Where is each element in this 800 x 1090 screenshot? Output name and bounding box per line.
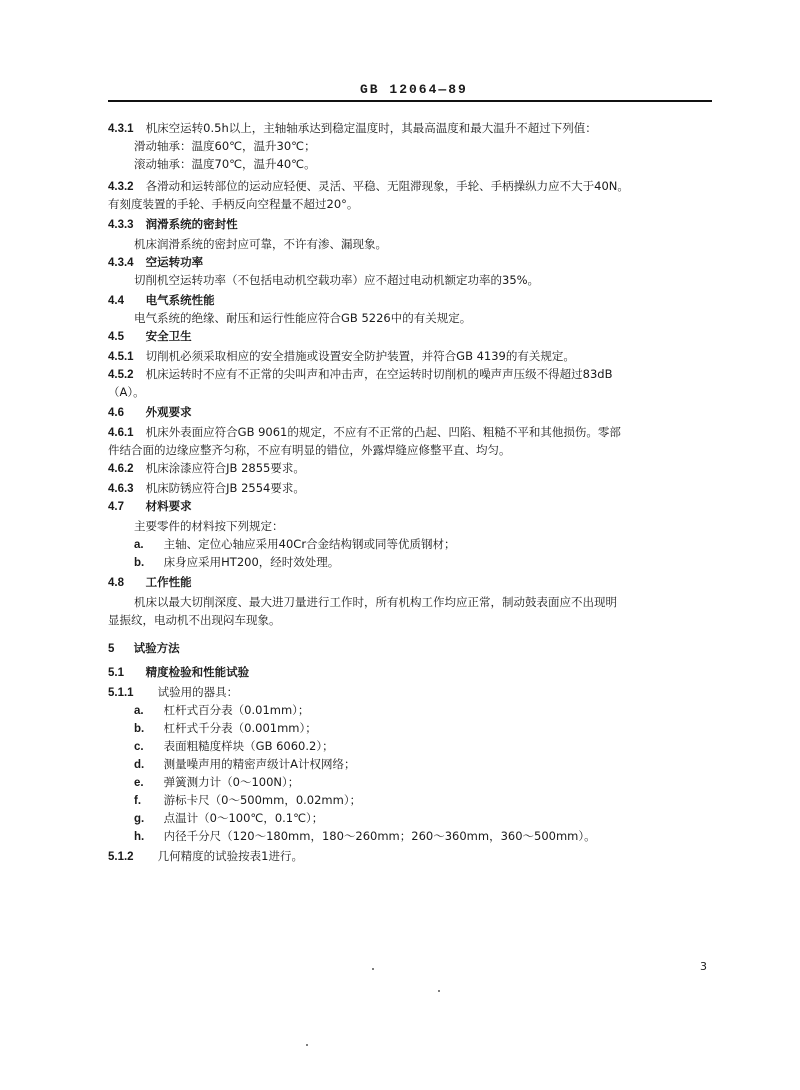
- section-number: 4.3.3: [108, 219, 134, 231]
- section-number: 4.5.2: [108, 369, 134, 381]
- section-heading: 精度检验和性能试验: [145, 665, 250, 679]
- list-marker: f.: [134, 795, 142, 807]
- section-number: 5.1: [108, 667, 124, 679]
- section-number: 4.6.3: [108, 483, 134, 495]
- list-text: 床身应采用HT200，经时效处理。: [163, 555, 340, 569]
- section-number: 5.1.1: [108, 687, 134, 699]
- section-number: 4.5.1: [108, 351, 134, 363]
- paragraph-line: 切削机空运转功率（不包括电动机空载功率）应不超过电动机额定功率的35%。: [134, 273, 540, 287]
- section-number: 5: [108, 643, 115, 655]
- section-4-3-4: [108, 254, 203, 271]
- section-4-5: [108, 328, 192, 345]
- list-text: 杠杆式百分表（0.01mm）；: [163, 703, 310, 717]
- section-text: 机床外表面应符合GB 9061的规定，不应有不正常的凸起、凹陷、粗糙不平和其他损伤。零部: [145, 425, 621, 439]
- standard-number: GB 12064—89: [360, 82, 468, 97]
- section-text: 机床运转时不应有不正常的尖叫声和冲击声，在空运转时切削机的噪声声压级不得超过83dB: [145, 367, 613, 381]
- section-heading: 工作性能: [145, 575, 192, 589]
- section-4-3-3: [108, 216, 238, 233]
- section-4-6-1: [108, 424, 621, 441]
- list-text: 游标卡尺（0～500mm，0.02mm）；: [163, 793, 362, 807]
- list-marker: b.: [134, 557, 145, 569]
- section-text: 几何精度的试验按表1进行。: [157, 849, 303, 863]
- list-text: 表面粗糙度样块（GB 6060.2）；: [163, 739, 334, 753]
- list-item: [134, 554, 339, 571]
- section-text: 机床防锈应符合JB 2554要求。: [145, 481, 305, 495]
- section-number: 4.6: [108, 407, 124, 419]
- section-4-6-3: [108, 480, 305, 497]
- list-item: [134, 720, 317, 737]
- section-text: 机床空运转0.5h以上，主轴轴承达到稳定温度时，其最高温度和最大温升不超过下列值：: [145, 121, 597, 135]
- section-4-6: [108, 404, 192, 421]
- section-number: 4.8: [108, 577, 124, 589]
- list-item: [134, 810, 323, 827]
- section-heading: 试验方法: [133, 641, 180, 655]
- section-number: 4.7: [108, 501, 124, 513]
- section-4-5-2: [108, 366, 612, 383]
- section-number: 4.5: [108, 331, 124, 343]
- paragraph-line: 主要零件的材料按下列规定：: [134, 519, 284, 533]
- list-marker: d.: [134, 759, 145, 771]
- paragraph-line: （A）。: [108, 385, 145, 399]
- paragraph-line: 显振纹，电动机不出现闷车现象。: [108, 613, 281, 627]
- list-item: [134, 828, 596, 845]
- section-number: 4.4: [108, 295, 124, 307]
- list-text: 内径千分尺（120～180mm，180～260mm；260～360mm，360～500mm）。: [163, 829, 596, 843]
- section-heading: 电气系统性能: [145, 293, 215, 307]
- list-marker: c.: [134, 741, 144, 753]
- list-marker: a.: [134, 705, 144, 717]
- section-5-1-2: [108, 848, 303, 865]
- list-marker: a.: [134, 539, 144, 551]
- section-4-3-2: [108, 178, 629, 195]
- paragraph-line: 滑动轴承：温度60℃，温升30℃；: [134, 139, 316, 153]
- section-4-8: [108, 574, 192, 591]
- section-4-4: [108, 292, 215, 309]
- section-4-7: [108, 498, 192, 515]
- list-text: 点温计（0～100℃，0.1℃）；: [163, 811, 324, 825]
- paragraph-line: 有刻度装置的手轮、手柄反向空程量不超过20°。: [108, 197, 359, 211]
- section-number: 4.3.1: [108, 123, 134, 135]
- section-5-1: [108, 664, 249, 681]
- list-text: 杠杆式千分表（0.001mm）；: [163, 721, 317, 735]
- section-number: 4.6.2: [108, 463, 134, 475]
- header-rule: [108, 100, 712, 102]
- list-text: 弹簧测力计（0～100N）；: [163, 775, 300, 789]
- list-item: [134, 774, 299, 791]
- list-item: [134, 756, 356, 773]
- section-4-3-1: [108, 120, 597, 137]
- list-item: [134, 738, 334, 755]
- paragraph-line: 机床以最大切削深度、最大进刀量进行工作时，所有机构工作均应正常，制动鼓表面应不出现明: [134, 595, 617, 609]
- list-item: [134, 536, 456, 553]
- section-number: 4.3.2: [108, 181, 134, 193]
- section-4-5-1: [108, 348, 575, 365]
- list-text: 测量噪声用的精密声级计A计权网络；: [163, 757, 356, 771]
- section-number: 4.6.1: [108, 427, 134, 439]
- section-heading: 空运转功率: [145, 255, 204, 269]
- section-number: 4.3.4: [108, 257, 134, 269]
- list-marker: h.: [134, 831, 145, 843]
- section-text: 各滑动和运转部位的运动应轻便、灵活、平稳、无阻滞现象，手轮、手柄操纵力应不大于40N。: [145, 179, 629, 193]
- list-item: [134, 792, 361, 809]
- scan-speck: [306, 1044, 308, 1046]
- page-header: [0, 82, 800, 102]
- list-marker: b.: [134, 723, 145, 735]
- section-4-6-2: [108, 460, 305, 477]
- paragraph-line: 机床润滑系统的密封应可靠，不许有渗、漏现象。: [134, 237, 387, 251]
- section-text: 试验用的器具：: [157, 685, 239, 699]
- section-text: 机床涂漆应符合JB 2855要求。: [145, 461, 305, 475]
- page-number: 3: [700, 960, 707, 973]
- list-item: [134, 702, 309, 719]
- list-text: 主轴、定位心轴应采用40Cr合金结构钢或同等优质钢材；: [163, 537, 456, 551]
- section-heading: 润滑系统的密封性: [145, 217, 238, 231]
- scan-speck: [438, 990, 440, 992]
- list-marker: e.: [134, 777, 144, 789]
- section-text: 切削机必须采取相应的安全措施或设置安全防护装置，并符合GB 4139的有关规定。: [145, 349, 575, 363]
- section-heading: 外观要求: [145, 405, 192, 419]
- section-5-1-1: [108, 684, 238, 701]
- paragraph-line: 件结合面的边缘应整齐匀称，不应有明显的错位，外露焊缝应修整平直、均匀。: [108, 443, 511, 457]
- section-number: 5.1.2: [108, 851, 134, 863]
- paragraph-line: 电气系统的绝缘、耐压和运行性能应符合GB 5226中的有关规定。: [134, 311, 472, 325]
- section-heading: 安全卫生: [145, 329, 192, 343]
- section-5: [108, 640, 180, 657]
- paragraph-line: 滚动轴承：温度70℃，温升40℃。: [134, 157, 316, 171]
- section-heading: 材料要求: [145, 499, 192, 513]
- list-marker: g.: [134, 813, 145, 825]
- scan-speck: [372, 968, 374, 970]
